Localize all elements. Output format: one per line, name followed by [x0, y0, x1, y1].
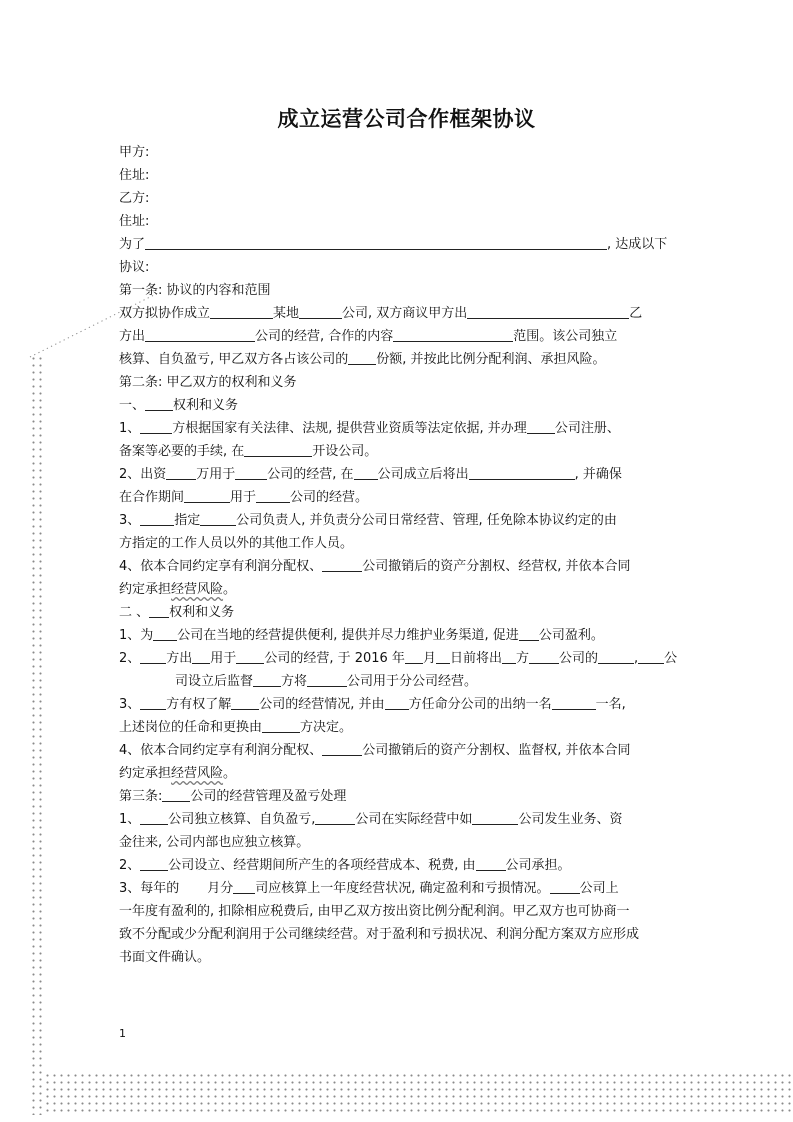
- fill-in-blank: [140, 511, 174, 526]
- text: 权利和义务: [169, 605, 235, 620]
- text: 公司在实际经营中如: [355, 812, 473, 827]
- text: 公司的经营, 于 2016 年: [264, 651, 405, 666]
- text: 公司注册、: [554, 421, 620, 436]
- fill-in-blank: [502, 649, 516, 664]
- text: 1、: [119, 812, 141, 827]
- text: ,: [634, 651, 639, 666]
- fill-in-blank: [236, 649, 264, 664]
- text: 方任命分公司的出纳一名: [408, 697, 552, 712]
- text: 1、为: [119, 628, 154, 643]
- text: 方决定。: [300, 720, 353, 735]
- text: 指定: [174, 513, 201, 528]
- clause-line: [119, 739, 679, 762]
- article-1-line: [119, 348, 679, 371]
- article-1-line: [119, 325, 679, 348]
- clause-line: [119, 578, 679, 601]
- fill-in-blank: [140, 649, 166, 664]
- text: 公司成立后将出: [377, 467, 469, 482]
- text: 用于: [210, 651, 237, 666]
- text: 公司在当地的经营提供便利, 提供并尽力维护业务渠道, 促进: [177, 628, 519, 643]
- fill-in-blank: [162, 787, 190, 802]
- fill-in-blank: [519, 626, 539, 641]
- text: 乙: [629, 306, 643, 321]
- fill-in-blank: [140, 856, 168, 871]
- text: 。: [223, 582, 237, 597]
- fill-in-blank: [348, 350, 376, 365]
- text: 月: [422, 651, 436, 666]
- text: 范围。该公司独立: [513, 329, 618, 344]
- clause-line: [119, 417, 679, 440]
- fill-in-blank: [233, 879, 255, 894]
- text: 月分: [207, 881, 234, 896]
- document-title: 成立运营公司合作框架协议: [277, 107, 536, 131]
- text: 2、: [119, 651, 141, 666]
- fill-in-blank: [638, 649, 664, 664]
- fill-in-blank: [231, 695, 259, 710]
- clause-line: [119, 440, 679, 463]
- fill-in-blank: [140, 695, 166, 710]
- text: 二 、: [119, 605, 150, 620]
- fill-in-blank: [262, 718, 300, 733]
- fill-in-blank: [476, 856, 506, 871]
- text: 约定承担: [119, 766, 172, 781]
- fill-in-blank: [552, 695, 596, 710]
- text: 2、出资: [119, 467, 167, 482]
- text: 日前将出: [449, 651, 502, 666]
- fill-in-blank: [529, 649, 559, 664]
- text: 开设公司。: [312, 444, 378, 459]
- text: 公司负责人, 并负责分公司日常经营、管理, 任免除本协议约定的由: [236, 513, 617, 528]
- fill-in-blank: [436, 649, 450, 664]
- text: 核算、自负盈亏, 甲乙双方各占该公司的: [119, 352, 349, 367]
- fill-in-blank: [166, 465, 196, 480]
- article-3-heading: [119, 785, 679, 808]
- text: 为了: [119, 237, 146, 252]
- text: 经营风险: [171, 582, 224, 597]
- text: 上述岗位的任命和更换由: [119, 720, 263, 735]
- text: 公司设立、经营期间所产生的各项经营成本、税费, 由: [168, 858, 476, 873]
- clause-line: [119, 762, 679, 785]
- text: 双方拟协作成立: [119, 306, 211, 321]
- fill-in-blank: [192, 649, 210, 664]
- fill-in-blank: [153, 626, 177, 641]
- fill-in-blank: [307, 672, 347, 687]
- fill-in-blank: [145, 235, 607, 250]
- article-1-heading: 第一条: 协议的内容和范围: [119, 283, 271, 298]
- clause-line: 书面文件确认。: [119, 950, 211, 965]
- intro-line: [119, 233, 679, 256]
- text: 公司发生业务、资: [518, 812, 623, 827]
- fill-in-blank: [385, 695, 409, 710]
- fill-in-blank: [256, 488, 290, 503]
- fill-in-blank: [393, 327, 513, 342]
- text: 权利和义务: [173, 398, 239, 413]
- text: 用于: [230, 490, 257, 505]
- text: 公司撤销后的资产分割权、经营权, 并依本合同: [362, 559, 631, 574]
- text: 方出: [166, 651, 193, 666]
- text: 第三条:: [119, 789, 163, 804]
- text: 3、每年的: [119, 881, 180, 896]
- fill-in-blank: [140, 419, 172, 434]
- fill-in-blank: [467, 304, 629, 319]
- fill-in-blank: [140, 810, 168, 825]
- fill-in-blank: [315, 810, 355, 825]
- clause-line: [119, 808, 679, 831]
- fill-in-blank: [472, 810, 518, 825]
- fill-in-blank: [200, 511, 236, 526]
- fill-in-blank: [145, 396, 173, 411]
- party-b-line: 乙方:: [119, 191, 150, 206]
- fill-in-blank: [253, 672, 281, 687]
- text: 方: [515, 651, 529, 666]
- text: 公司的经营情况, 并由: [259, 697, 385, 712]
- fill-in-blank: [244, 442, 312, 457]
- fill-in-blank: [210, 304, 273, 319]
- text: 公司的经营管理及盈亏处理: [190, 789, 347, 804]
- clause-line: 致不分配或少分配利润用于公司继续经营。对于盈利和亏损状况、利润分配方案双方应形成: [119, 927, 640, 942]
- text: 。: [223, 766, 237, 781]
- margin-dot-grid-bottom: [44, 1072, 793, 1114]
- text: 某地: [273, 306, 300, 321]
- text: 在合作期间: [119, 490, 185, 505]
- text: 3、: [119, 697, 141, 712]
- fill-in-blank: [179, 879, 207, 894]
- party-b-address-line: 住址:: [119, 214, 150, 229]
- text: , 达成以下: [607, 237, 668, 252]
- clause-line: [119, 486, 679, 509]
- clause-line: [119, 716, 679, 739]
- document-body: [119, 141, 679, 969]
- clause-line: [119, 624, 679, 647]
- text: 公司的: [558, 651, 598, 666]
- party-a-line: 甲方:: [119, 145, 150, 160]
- text: 司设立后监督: [175, 674, 254, 689]
- text: 方出: [119, 329, 146, 344]
- text: 公司, 双方商议甲方出: [342, 306, 468, 321]
- fill-in-blank: [527, 419, 555, 434]
- article-2-heading: 第二条: 甲乙双方的权利和义务: [119, 375, 297, 390]
- text: 公司承担。: [505, 858, 571, 873]
- fill-in-blank: [405, 649, 423, 664]
- text: 公司的经营, 在: [267, 467, 354, 482]
- fill-in-blank: [469, 465, 575, 480]
- clause-line: [119, 647, 679, 670]
- text: 1、: [119, 421, 141, 436]
- fill-in-blank: [184, 488, 230, 503]
- text: 公司独立核算、自负盈亏,: [168, 812, 316, 827]
- text: 公司用于分公司经营。: [347, 674, 478, 689]
- fill-in-blank: [235, 465, 267, 480]
- section-heading: [119, 601, 679, 624]
- text: 方根据国家有关法律、法规, 提供营业资质等法定依据, 并办理: [172, 421, 527, 436]
- party-a-address-line: 住址:: [119, 168, 150, 183]
- text: 份额, 并按此比例分配利润、承担风险。: [376, 352, 606, 367]
- fill-in-blank: [322, 557, 362, 572]
- fill-in-blank: [145, 327, 255, 342]
- text: 方将: [281, 674, 308, 689]
- text: 2、: [119, 858, 141, 873]
- fill-in-blank: [354, 465, 378, 480]
- fill-in-blank: [550, 879, 580, 894]
- text: 备案等必要的手续, 在: [119, 444, 245, 459]
- clause-line: 方指定的工作人员以外的其他工作人员。: [119, 536, 354, 551]
- text: 一名,: [595, 697, 626, 712]
- clause-line: [119, 670, 679, 693]
- text: 经营风险: [171, 766, 224, 781]
- clause-line: [119, 693, 679, 716]
- clause-line: [119, 509, 679, 532]
- text: 公: [664, 651, 678, 666]
- page-number: 1: [119, 1027, 126, 1040]
- text: 万用于: [196, 467, 236, 482]
- text: 公司盈利。: [538, 628, 604, 643]
- margin-dot-grid-left: [30, 355, 44, 1115]
- fill-in-blank: [322, 741, 362, 756]
- text: 公司撤销后的资产分割权、监督权, 并依本合同: [362, 743, 631, 758]
- clause-line: [119, 854, 679, 877]
- intro-line-2: 协议:: [119, 260, 150, 275]
- text: 公司的经营, 合作的内容: [255, 329, 394, 344]
- fill-in-blank: [149, 603, 169, 618]
- section-heading: [119, 394, 679, 417]
- text: 3、: [119, 513, 141, 528]
- clause-line: 金往来, 公司内部也应独立核算。: [119, 835, 310, 850]
- text: 司应核算上一年度经营状况, 确定盈利和亏损情况。: [255, 881, 550, 896]
- clause-line: [119, 463, 679, 486]
- text: 公司的经营。: [290, 490, 369, 505]
- article-1-line: [119, 302, 679, 325]
- clause-line: [119, 555, 679, 578]
- fill-in-blank: [598, 649, 634, 664]
- text: 方有权了解: [166, 697, 232, 712]
- text: 约定承担: [119, 582, 172, 597]
- text: , 并确保: [574, 467, 622, 482]
- clause-line: [119, 877, 679, 900]
- clause-line: 一年度有盈利的, 扣除相应税费后, 由甲乙双方按出资比例分配利润。甲乙双方也可协商一: [119, 904, 630, 919]
- text: 公司上: [579, 881, 619, 896]
- text: 4、依本合同约定享有利润分配权、: [119, 559, 323, 574]
- text: 4、依本合同约定享有利润分配权、: [119, 743, 323, 758]
- text: 一、: [119, 398, 146, 413]
- fill-in-blank: [299, 304, 342, 319]
